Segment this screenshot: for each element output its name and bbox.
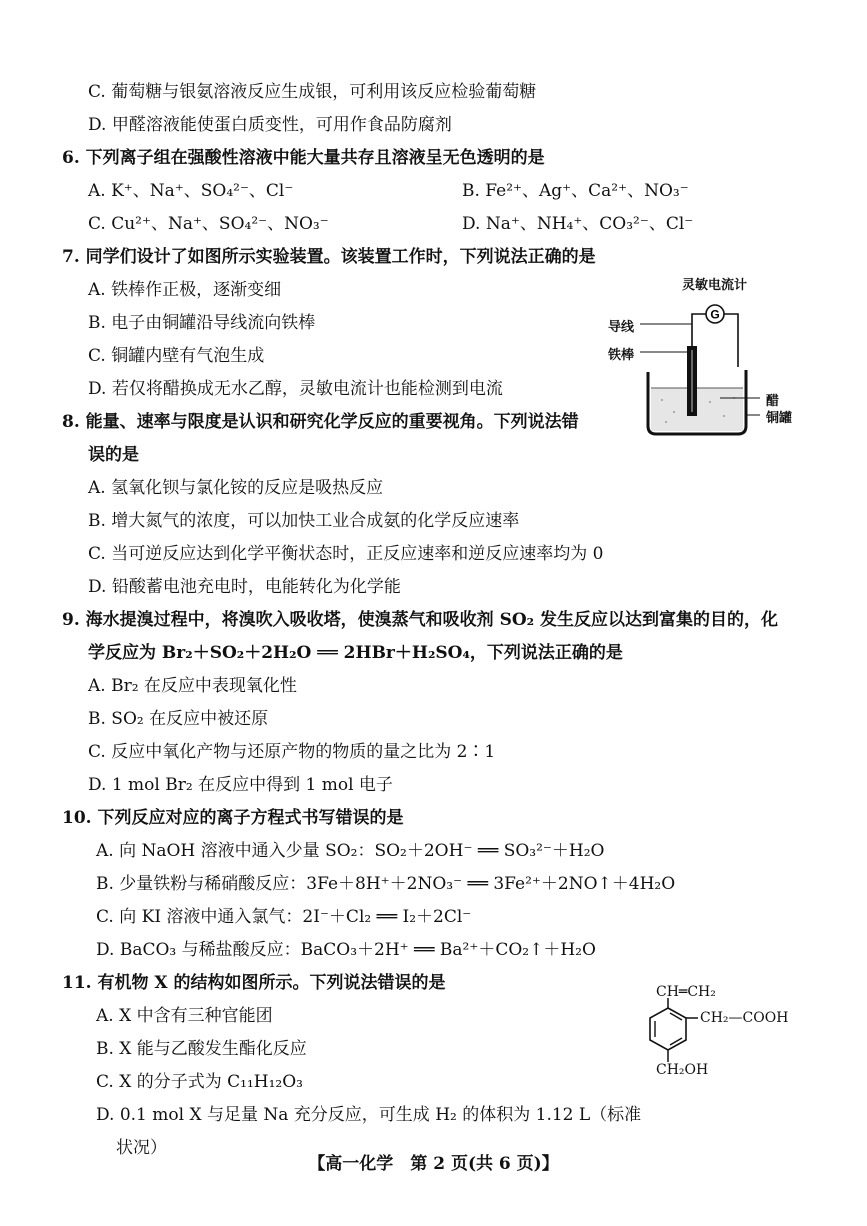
wire-left bbox=[692, 314, 706, 346]
question-stem: 9. 海水提溴过程中，将溴吹入吸收塔，使溴蒸气和吸收剂 SO₂ 发生反应以达到富集的目的，化 bbox=[62, 610, 779, 630]
molecule-structure-figure bbox=[640, 984, 815, 1084]
galvanometer-symbol: G bbox=[710, 307, 720, 322]
option-text: A. 氢氧化钡与氯化铵的反应是吸热反应 bbox=[88, 478, 384, 498]
option-text: C. 葡萄糖与银氨溶液反应生成银，可利用该反应检验葡萄糖 bbox=[88, 82, 537, 102]
option-text: 状况） bbox=[116, 1138, 167, 1158]
option-text: B. 增大氮气的浓度，可以加快工业合成氨的化学反应速率 bbox=[88, 511, 520, 531]
option-text: D. 1 mol Br₂ 在反应中得到 1 mol 电子 bbox=[88, 775, 393, 795]
question-stem: 学反应为 Br₂＋SO₂＋2H₂O ══ 2HBr＋H₂SO₄，下列说法正确的是 bbox=[88, 643, 623, 663]
option-text: B. X 能与乙酸发生酯化反应 bbox=[96, 1039, 307, 1059]
option-text: C. 向 KI 溶液中通入氯气：2I⁻＋Cl₂ ══ I₂＋2Cl⁻ bbox=[96, 907, 472, 927]
option-text: A. K⁺、Na⁺、SO₄²⁻、Cl⁻ bbox=[88, 181, 294, 201]
vinyl-group: CH═CH₂ bbox=[656, 984, 716, 1000]
option-text: C. 铜罐内壁有气泡生成 bbox=[88, 346, 265, 366]
option-text: D. 甲醛溶液能使蛋白质变性，可用作食品防腐剂 bbox=[88, 115, 452, 135]
option-text: D. 铅酸蓄电池充电时，电能转化为化学能 bbox=[88, 577, 401, 597]
option-text: D. Na⁺、NH₄⁺、CO₃²⁻、Cl⁻ bbox=[462, 214, 694, 234]
rod-label: 铁棒 bbox=[608, 348, 635, 363]
option-text: B. Fe²⁺、Ag⁺、Ca²⁺、NO₃⁻ bbox=[462, 181, 689, 201]
option-text: A. 向 NaOH 溶液中通入少量 SO₂：SO₂＋2OH⁻ ══ SO₃²⁻＋H₂O bbox=[96, 841, 605, 861]
option-text: A. Br₂ 在反应中表现氧化性 bbox=[88, 676, 297, 696]
option-text: C. Cu²⁺、Na⁺、SO₄²⁻、NO₃⁻ bbox=[88, 214, 329, 234]
vinegar-label: 醋 bbox=[766, 394, 780, 409]
can-label: 铜罐 bbox=[766, 411, 793, 426]
galvanometer-label: 灵敏电流计 bbox=[682, 278, 748, 293]
question-stem: 6. 下列离子组在强酸性溶液中能大量共存且溶液呈无色透明的是 bbox=[62, 148, 545, 168]
question-stem: 10. 下列反应对应的离子方程式书写错误的是 bbox=[62, 808, 404, 828]
option-text: C. X 的分子式为 C₁₁H₁₂O₃ bbox=[96, 1072, 303, 1092]
page-footer: 【高一化学 第 2 页(共 6 页)】 bbox=[308, 1154, 559, 1174]
option-text: C. 当可逆反应达到化学平衡状态时，正反应速率和逆反应速率均为 0 bbox=[88, 544, 604, 564]
hydroxymethyl-group: CH₂OH bbox=[656, 1062, 709, 1078]
option-text: D. 0.1 mol X 与足量 Na 充分反应，可生成 H₂ 的体积为 1.12 L（标准 bbox=[96, 1105, 642, 1125]
option-text: A. X 中含有三种官能团 bbox=[96, 1006, 273, 1026]
option-text: B. 电子由铜罐沿导线流向铁棒 bbox=[88, 313, 316, 333]
galvanic-cell-figure bbox=[600, 274, 825, 444]
wire-right bbox=[724, 314, 738, 367]
question-stem: 7. 同学们设计了如图所示实验装置。该装置工作时，下列说法正确的是 bbox=[62, 247, 596, 267]
carboxymethyl-group: CH₂—COOH bbox=[700, 1010, 789, 1026]
option-text: D. 若仅将醋换成无水乙醇，灵敏电流计也能检测到电流 bbox=[88, 379, 503, 399]
option-text: D. BaCO₃ 与稀盐酸反应：BaCO₃＋2H⁺ ══ Ba²⁺＋CO₂↑＋H₂O bbox=[96, 940, 596, 960]
option-text: A. 铁棒作正极，逐渐变细 bbox=[88, 280, 282, 300]
option-text: B. SO₂ 在反应中被还原 bbox=[88, 709, 269, 729]
option-text: B. 少量铁粉与稀硝酸反应：3Fe＋8H⁺＋2NO₃⁻ ══ 3Fe²⁺＋2NO↑＋4H₂O bbox=[96, 874, 676, 894]
question-stem: 8. 能量、速率与限度是认识和研究化学反应的重要视角。下列说法错 bbox=[62, 412, 579, 432]
question-stem: 11. 有机物 X 的结构如图所示。下列说法错误的是 bbox=[62, 973, 446, 993]
wire-label: 导线 bbox=[608, 320, 635, 335]
option-text: C. 反应中氧化产物与还原产物的物质的量之比为 2∶1 bbox=[88, 742, 496, 762]
question-stem: 误的是 bbox=[88, 445, 139, 465]
